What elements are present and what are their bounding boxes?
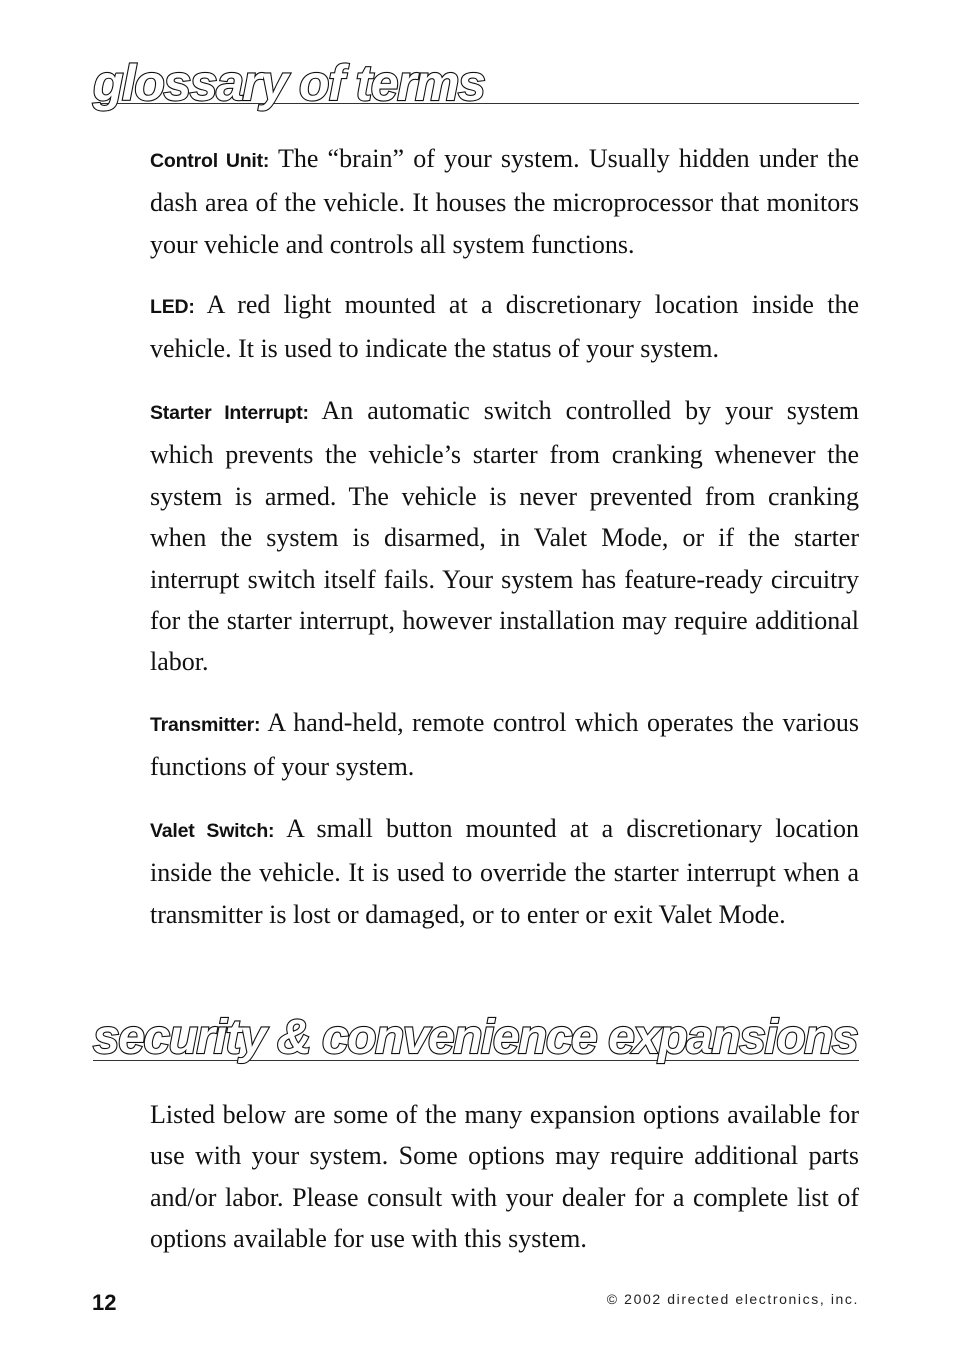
glossary-heading	[93, 55, 859, 111]
glossary-term: Starter Interrupt:	[150, 402, 309, 424]
glossary-entry-transmitter	[150, 702, 859, 788]
glossary-entry-starter-interrupt	[150, 390, 859, 683]
glossary-definition: A hand-held, remote control which operates the various functions of your system.	[150, 708, 859, 782]
glossary-entry-valet-switch	[150, 808, 859, 935]
copyright-notice: © 2002 directed electronics, inc.	[606, 1291, 859, 1307]
glossary-definition: A small button mounted at a discretionary location inside the vehicle. It is used to override the starter interrupt when a transmitter is lost or damaged, or to enter or exit Valet Mode.	[150, 814, 859, 929]
page-number: 12	[92, 1290, 117, 1315]
glossary-definition: An automatic switch controlled by your system which prevents the vehicle’s starter from cranking whenever the system is armed. The vehicle is never prevented from cranking when the system is disarmed, in Valet Mode, or if the starter interrupt switch itself fails. Your system has feature-ready circuitry for the starter interrupt, however installation may require additional labor.	[150, 396, 859, 677]
glossary-term: LED:	[150, 296, 195, 318]
glossary-definition: The “brain” of your system. Usually hidden under the dash area of the vehicle. It houses the microprocessor that monitors your vehicle and controls all system functions.	[150, 144, 859, 259]
expansions-heading-text: security & convenience expansions	[93, 1011, 858, 1064]
glossary-term: Valet Switch:	[150, 820, 275, 842]
expansions-heading	[93, 1011, 859, 1064]
glossary-heading-text: glossary of terms	[93, 55, 485, 111]
glossary-entry-led	[150, 284, 859, 370]
expansions-intro-paragraph: Listed below are some of the many expansion options available for use with your system. Some options may require additional parts and/or labor. Please consult with your dealer for a complete list of options available for use with this system.	[150, 1100, 859, 1254]
glossary-definition: A red light mounted at a discretionary location inside the vehicle. It is used to indicate the status of your system.	[150, 290, 859, 364]
glossary-term: Transmitter:	[150, 714, 261, 736]
glossary-entry-control-unit	[150, 138, 859, 265]
glossary-term: Control Unit:	[150, 150, 270, 172]
